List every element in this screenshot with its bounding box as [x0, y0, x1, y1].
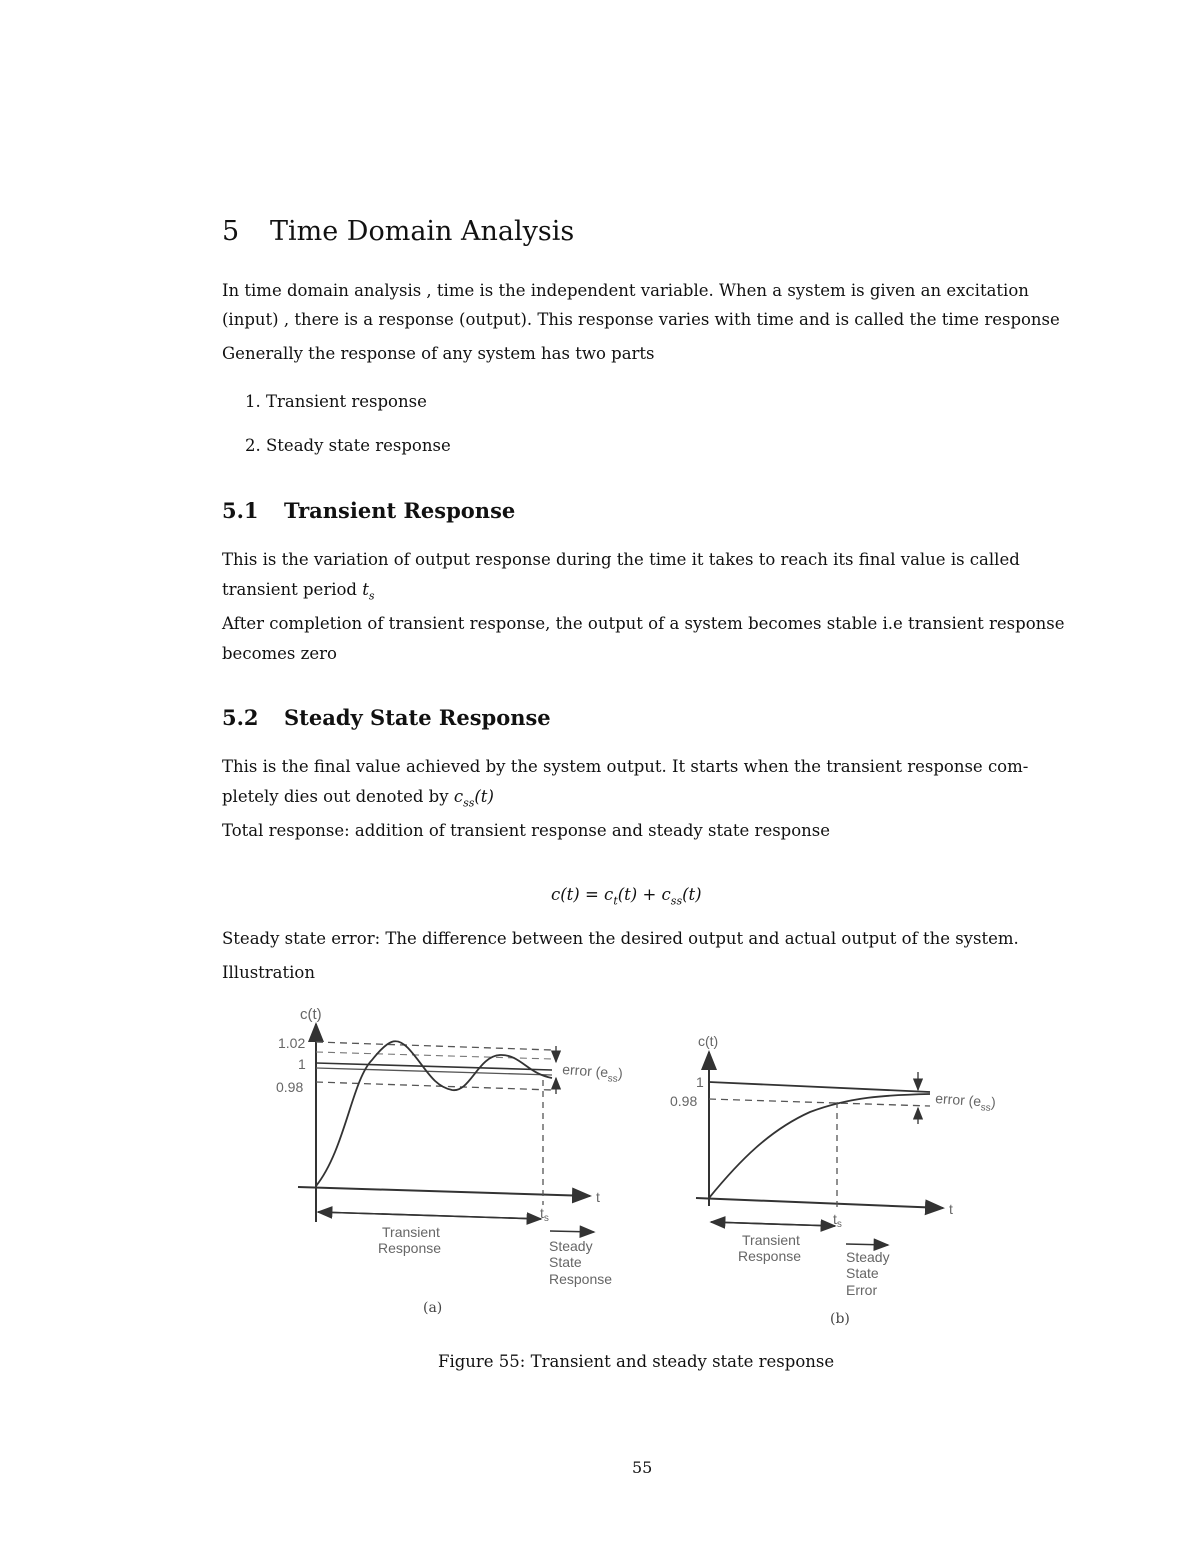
x-axis-a [298, 1187, 590, 1196]
final-value-line-b [709, 1082, 930, 1092]
steady-arrow-a [550, 1231, 594, 1232]
intro-line-1: In time domain analysis , time is the independent variable. When a system is given an excitation [222, 281, 1029, 300]
subsection-title: Transient Response [284, 498, 516, 523]
intro-line-3: Generally the response of any system has two parts [222, 344, 655, 363]
section-number: 5 [222, 216, 240, 247]
x-axis-label-a: t [596, 1189, 600, 1205]
sub1-line-4: becomes zero [222, 644, 337, 663]
tick-label-a: 1.02 [278, 1035, 306, 1051]
transient-label-a: Response [378, 1240, 442, 1256]
steady-label-a: Response [549, 1271, 613, 1287]
band-lower-b [709, 1099, 930, 1106]
page-number: 55 [632, 1458, 653, 1477]
sub2-line-1: This is the final value achieved by the system output. It starts when the transient response com- [222, 757, 1029, 776]
panel-b [670, 1033, 996, 1327]
transient-label-b: Response [738, 1248, 802, 1264]
section-title: Time Domain Analysis [270, 216, 575, 247]
steady-label-b: Steady [846, 1249, 890, 1265]
x-axis-label-b: t [949, 1201, 953, 1217]
list-marker: 1. [245, 392, 261, 411]
tick-label-a: 0.98 [276, 1079, 304, 1095]
subsection-title: Steady State Response [284, 705, 551, 730]
sub2-line-4: Steady state error: The difference between the desired output and actual output of the system. [222, 929, 1019, 948]
equation: $c(t) = c_t(t) + c_{ss}(t)$ [551, 885, 702, 908]
ts-label-a: $t_s$ [540, 1205, 549, 1224]
steady-label-a: State [549, 1254, 582, 1270]
transient-label-b: Transient [742, 1232, 800, 1248]
tick-label-b: 1 [696, 1074, 704, 1090]
steady-label-a: Steady [549, 1238, 593, 1254]
error-label-a: error $(e_{ss})$ [561, 1061, 624, 1085]
tick-label-b: 0.98 [670, 1093, 698, 1109]
error-label-b: error $(e_{ss})$ [934, 1090, 997, 1114]
sub2-line-3: Total response: addition of transient response and steady state response [222, 821, 831, 840]
subsection-number: 5.2 [222, 705, 259, 730]
sub2-line-2: pletely dies out denoted by $c_{ss}(t)$ [222, 787, 494, 810]
list-text: Transient response [266, 392, 427, 411]
band-lower-a [316, 1082, 552, 1090]
x-axis-b [696, 1198, 943, 1208]
subsection-number: 5.1 [222, 498, 259, 523]
steady-label-b: Error [846, 1282, 878, 1298]
y-axis-label-a: c(t) [300, 1006, 322, 1023]
sub1-line-1: This is the variation of output response during the time it takes to reach its final value is called [222, 550, 1020, 569]
transient-label-a: Transient [382, 1224, 440, 1240]
sub1-line-3: After completion of transient response, the output of a system becomes stable i.e transient response [222, 614, 1065, 633]
sub2-line-5: Illustration [222, 963, 315, 982]
y-axis-label-b: c(t) [698, 1033, 719, 1049]
ts-label-b: $t_s$ [833, 1211, 842, 1230]
steady-label-b: State [846, 1265, 879, 1281]
tick-label-a: 1 [298, 1056, 306, 1072]
response-curve-a [316, 1041, 552, 1186]
figure-caption: Figure 55: Transient and steady state response [438, 1352, 835, 1371]
intro-line-2: (input) , there is a response (output). This response varies with time and is called the time response [222, 310, 1060, 329]
sub1-line-2: transient period $t_s$ [222, 580, 375, 603]
panel-label-b: (b) [830, 1311, 850, 1327]
list-marker: 2. [245, 436, 261, 455]
panel-a [276, 1006, 623, 1316]
panel-label-a: (a) [423, 1300, 443, 1316]
response-curve-b [709, 1094, 930, 1198]
steady-arrow-b [846, 1244, 888, 1245]
list-text: Steady state response [266, 436, 451, 455]
band-upper-a [316, 1042, 552, 1050]
